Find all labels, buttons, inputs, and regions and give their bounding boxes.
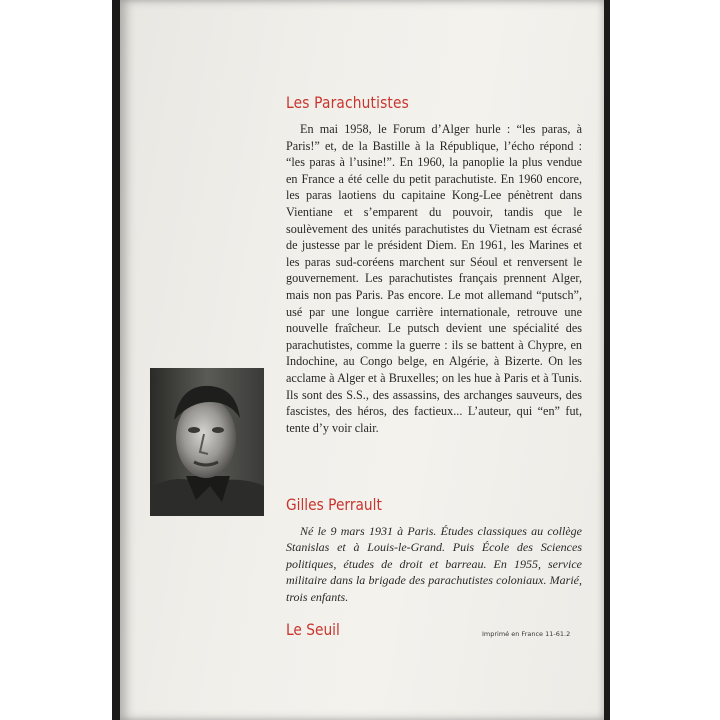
book-blurb: En mai 1958, le Forum d’Alger hurle : “les paras, à Paris!” et, de la Bastille à la République, l’écho répond : “les paras à l’usine!”. En 1960, la panoplie la plus vendue en France a été celle du petit parachutiste. En 1960 encore, les paras laotiens du capitaine Kong-Lee pénètrent dans Vientiane et s’emparent du pouvoir, tandis que le soulèvement des unités parachutistes du Vietnam est écrasé de justesse par le président Diem. En 1961, les Marines et les paras sud-coréens marchent sur Séoul et renversent le gouvernement. Les parachutistes français prennent Alger, mais non pas Paris. Pas encore. Le mot allemand “putsch”, usé par une longue carrière internationale, retrouve une nouvelle fraîcheur. Le putsch devient une spécialité des parachutistes, comme la guerre : ils se battent à Chypre, en Indochine, au Congo belge, en Algérie, à Bizerte. On les acclame à Alger et à Bruxelles; on les hue à Paris et à Tunis. Ils sont des S.S., des assassins, des archanges sauveurs, des fascistes, des héros, des factieux... L’auteur, qui “en” fut, tente d’y voir clair.: [286, 122, 582, 435]
book-title: Les Parachutistes: [286, 93, 409, 112]
author-portrait: [150, 368, 264, 516]
imprint-line: Imprimé en France 11-61.2: [482, 630, 571, 638]
author-name: Gilles Perrault: [286, 495, 382, 514]
publisher-name: Le Seuil: [286, 620, 340, 639]
author-bio: Né le 9 mars 1931 à Paris. Études classiques au collège Stanislas et à Louis-le-Grand. Puis École des Sciences politiques, études de droit et barreau. En 1955, service militaire dans la brigade des parachutistes coloniaux. Marié, trois enfants.: [286, 524, 582, 604]
author-portrait-image: [150, 368, 264, 516]
